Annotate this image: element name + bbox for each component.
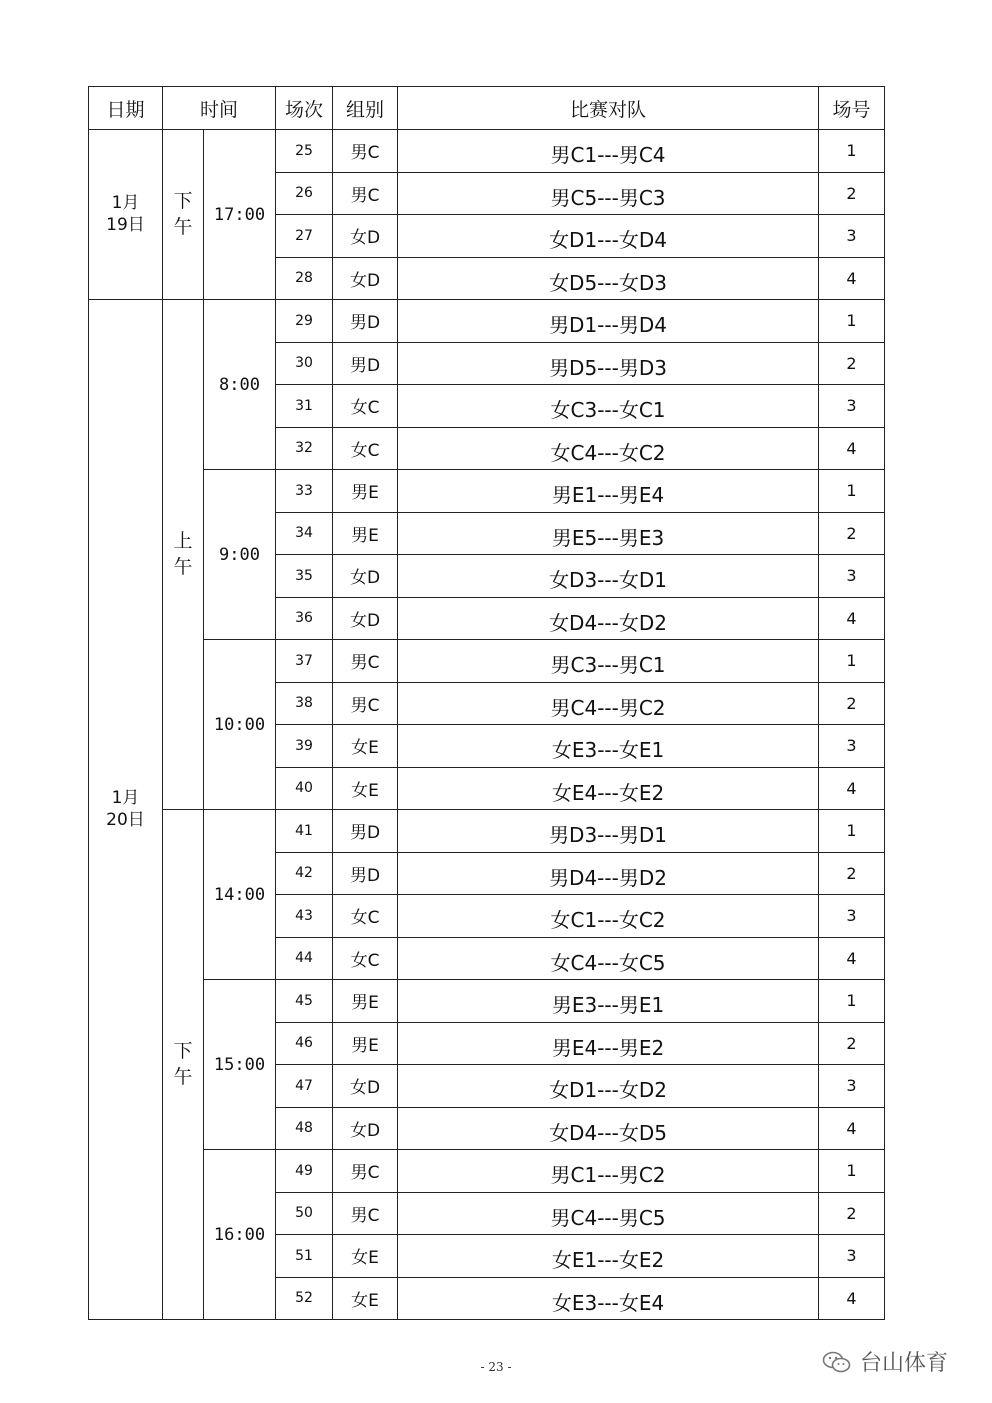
match-teams: 男D5---男D3 — [398, 342, 819, 385]
match-number: 43 — [276, 895, 333, 938]
group-cell: 男C — [333, 682, 398, 725]
match-teams: 男C1---男C4 — [398, 130, 819, 173]
match-teams: 女D3---女D1 — [398, 555, 819, 598]
header-group: 组别 — [333, 87, 398, 130]
time-cell: 9:00 — [204, 470, 276, 640]
match-teams: 男E3---男E1 — [398, 980, 819, 1023]
field-number: 1 — [819, 810, 885, 853]
match-teams: 女E4---女E2 — [398, 767, 819, 810]
match-teams: 男D1---男D4 — [398, 300, 819, 343]
field-number: 1 — [819, 470, 885, 513]
match-teams: 男C4---男C2 — [398, 682, 819, 725]
match-number: 44 — [276, 937, 333, 980]
group-cell: 女D — [333, 555, 398, 598]
watermark-text: 台山体育 — [860, 1351, 949, 1376]
match-teams: 女D5---女D3 — [398, 257, 819, 300]
field-number: 2 — [819, 172, 885, 215]
header-row — [89, 87, 885, 130]
match-teams: 女D4---女D2 — [398, 597, 819, 640]
field-number: 4 — [819, 1107, 885, 1150]
match-teams: 男C3---男C1 — [398, 640, 819, 683]
schedule-body — [89, 130, 885, 1320]
ampm-char: 午 — [173, 1065, 193, 1088]
group-cell: 女C — [333, 937, 398, 980]
field-number: 2 — [819, 1192, 885, 1235]
table-row — [89, 470, 885, 513]
ampm-char: 午 — [173, 215, 193, 238]
match-teams: 男E4---男E2 — [398, 1022, 819, 1065]
match-number: 38 — [276, 682, 333, 725]
field-number: 1 — [819, 640, 885, 683]
match-teams: 男C1---男C2 — [398, 1150, 819, 1193]
ampm-cell — [163, 810, 204, 1320]
date-cell — [89, 300, 163, 1320]
match-teams: 女E1---女E2 — [398, 1235, 819, 1278]
match-number: 52 — [276, 1277, 333, 1320]
ampm-cell — [163, 130, 204, 300]
ampm-char: 上 — [173, 529, 193, 552]
date-month: 1月 — [111, 193, 140, 214]
field-number: 2 — [819, 1022, 885, 1065]
match-teams: 女C1---女C2 — [398, 895, 819, 938]
match-number: 47 — [276, 1065, 333, 1108]
field-number: 4 — [819, 257, 885, 300]
field-number: 3 — [819, 385, 885, 428]
group-cell: 男E — [333, 980, 398, 1023]
group-cell: 男C — [333, 1150, 398, 1193]
match-teams: 女E3---女E1 — [398, 725, 819, 768]
match-number: 34 — [276, 512, 333, 555]
field-number: 1 — [819, 300, 885, 343]
group-cell: 男C — [333, 172, 398, 215]
group-cell: 女C — [333, 895, 398, 938]
group-cell: 男C — [333, 1192, 398, 1235]
match-teams: 女E3---女E4 — [398, 1277, 819, 1320]
group-cell: 男C — [333, 130, 398, 173]
group-cell: 女D — [333, 1065, 398, 1108]
match-number: 33 — [276, 470, 333, 513]
field-number: 3 — [819, 1235, 885, 1278]
match-teams: 男D3---男D1 — [398, 810, 819, 853]
match-number: 40 — [276, 767, 333, 810]
group-cell: 女E — [333, 725, 398, 768]
group-cell: 女D — [333, 597, 398, 640]
match-teams: 男D4---男D2 — [398, 852, 819, 895]
page-number: - 23 - — [480, 1360, 512, 1374]
match-teams: 女C3---女C1 — [398, 385, 819, 428]
match-number: 36 — [276, 597, 333, 640]
watermark — [822, 1346, 948, 1377]
match-teams: 女D1---女D4 — [398, 215, 819, 258]
time-cell: 16:00 — [204, 1150, 276, 1320]
table-row — [89, 300, 885, 343]
match-number: 42 — [276, 852, 333, 895]
group-cell: 女E — [333, 1277, 398, 1320]
match-teams: 女C4---女C2 — [398, 427, 819, 470]
group-cell: 女D — [333, 257, 398, 300]
group-cell: 女D — [333, 1107, 398, 1150]
ampm-cell — [163, 300, 204, 810]
group-cell: 女E — [333, 767, 398, 810]
field-number: 3 — [819, 1065, 885, 1108]
header-field: 场号 — [819, 87, 885, 130]
group-cell: 女D — [333, 215, 398, 258]
field-number: 4 — [819, 427, 885, 470]
match-number: 51 — [276, 1235, 333, 1278]
group-cell: 男D — [333, 300, 398, 343]
schedule-table — [88, 86, 885, 1320]
match-teams: 男C5---男C3 — [398, 172, 819, 215]
group-cell: 男E — [333, 512, 398, 555]
match-number: 31 — [276, 385, 333, 428]
match-number: 27 — [276, 215, 333, 258]
date-day: 20日 — [106, 809, 145, 830]
group-cell: 男C — [333, 640, 398, 683]
time-cell: 15:00 — [204, 980, 276, 1150]
match-number: 26 — [276, 172, 333, 215]
group-cell: 女C — [333, 385, 398, 428]
field-number: 4 — [819, 1277, 885, 1320]
group-cell: 男D — [333, 342, 398, 385]
field-number: 2 — [819, 512, 885, 555]
group-cell: 女E — [333, 1235, 398, 1278]
group-cell: 男E — [333, 470, 398, 513]
field-number: 1 — [819, 130, 885, 173]
match-number: 37 — [276, 640, 333, 683]
date-day: 19日 — [106, 214, 145, 235]
match-number: 39 — [276, 725, 333, 768]
date-cell — [89, 130, 163, 300]
table-row — [89, 640, 885, 683]
match-number: 49 — [276, 1150, 333, 1193]
field-number: 2 — [819, 342, 885, 385]
field-number: 2 — [819, 852, 885, 895]
wechat-icon — [822, 1350, 852, 1374]
time-cell: 8:00 — [204, 300, 276, 470]
match-teams: 男E1---男E4 — [398, 470, 819, 513]
header-teams: 比赛对队 — [398, 87, 819, 130]
time-cell: 17:00 — [204, 130, 276, 300]
table-row — [89, 980, 885, 1023]
match-number: 35 — [276, 555, 333, 598]
match-number: 25 — [276, 130, 333, 173]
ampm-char: 下 — [173, 189, 193, 212]
match-number: 50 — [276, 1192, 333, 1235]
field-number: 4 — [819, 597, 885, 640]
field-number: 3 — [819, 555, 885, 598]
field-number: 4 — [819, 767, 885, 810]
match-number: 32 — [276, 427, 333, 470]
time-cell: 10:00 — [204, 640, 276, 810]
match-number: 41 — [276, 810, 333, 853]
match-number: 30 — [276, 342, 333, 385]
group-cell: 男D — [333, 810, 398, 853]
field-number: 3 — [819, 215, 885, 258]
table-row — [89, 1150, 885, 1193]
group-cell: 男E — [333, 1022, 398, 1065]
field-number: 4 — [819, 937, 885, 980]
field-number: 1 — [819, 980, 885, 1023]
field-number: 1 — [819, 1150, 885, 1193]
match-teams: 男C4---男C5 — [398, 1192, 819, 1235]
match-teams: 男E5---男E3 — [398, 512, 819, 555]
field-number: 2 — [819, 682, 885, 725]
time-cell: 14:00 — [204, 810, 276, 980]
ampm-char: 午 — [173, 555, 193, 578]
header-date: 日期 — [89, 87, 163, 130]
match-number: 29 — [276, 300, 333, 343]
match-teams: 女D4---女D5 — [398, 1107, 819, 1150]
header-match-no: 场次 — [276, 87, 333, 130]
match-number: 46 — [276, 1022, 333, 1065]
field-number: 3 — [819, 895, 885, 938]
match-number: 28 — [276, 257, 333, 300]
field-number: 3 — [819, 725, 885, 768]
match-teams: 女C4---女C5 — [398, 937, 819, 980]
ampm-char: 下 — [173, 1039, 193, 1062]
header-time: 时间 — [163, 87, 276, 130]
table-row — [89, 130, 885, 173]
date-month: 1月 — [111, 788, 140, 809]
match-number: 45 — [276, 980, 333, 1023]
group-cell: 男D — [333, 852, 398, 895]
match-teams: 女D1---女D2 — [398, 1065, 819, 1108]
group-cell: 女C — [333, 427, 398, 470]
match-number: 48 — [276, 1107, 333, 1150]
table-row — [89, 810, 885, 853]
